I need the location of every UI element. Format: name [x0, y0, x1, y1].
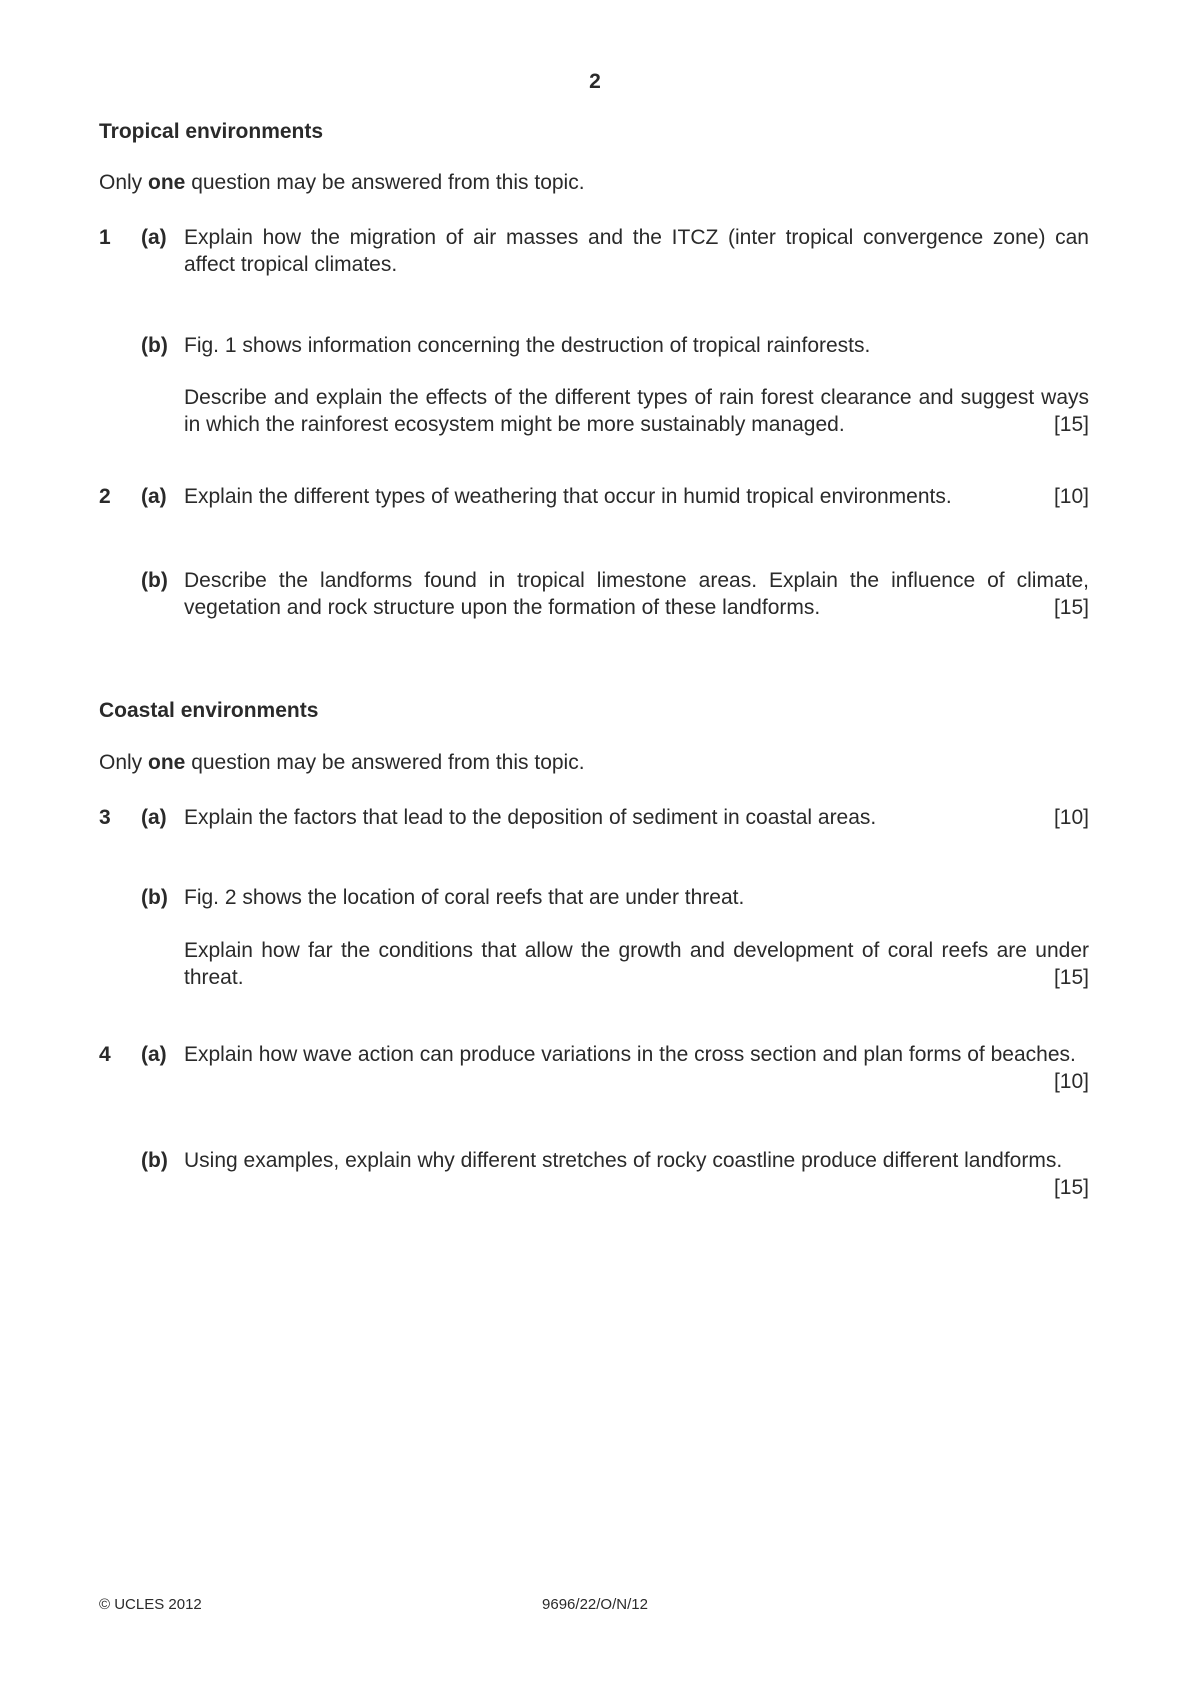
mark-allocation: [15] — [1053, 596, 1089, 619]
question-text: Explain how wave action can produce variations in the cross section and plan forms of beaches. — [184, 1043, 1076, 1066]
part-label: (b) — [141, 569, 168, 592]
footer-copyright: © UCLES 2012 — [99, 1596, 202, 1613]
part-label: (b) — [141, 334, 168, 357]
question-text: Explain the factors that lead to the deposition of sediment in coastal areas. [10] — [184, 806, 1089, 829]
question-text: Fig. 2 shows the location of coral reefs that are under threat. — [184, 886, 745, 909]
part-label: (a) — [141, 1043, 167, 1066]
question-number: 1 — [99, 226, 111, 249]
question-text: Explain the different types of weathering that occur in humid tropical environments. [10] — [184, 485, 1089, 508]
mark-allocation: [15] — [1053, 413, 1089, 436]
part-label: (a) — [141, 806, 167, 829]
question-number: 3 — [99, 806, 111, 829]
question-text: Fig. 1 shows information concerning the destruction of tropical rainforests. — [184, 334, 871, 357]
footer-paper-code: 9696/22/O/N/12 — [542, 1596, 648, 1613]
part-label: (a) — [141, 226, 167, 249]
question-text: Explain how far the conditions that allow the growth and development of coral reefs are under threat. [15] — [184, 939, 1089, 989]
section-title-tropical: Tropical environments — [99, 120, 324, 143]
question-number: 4 — [99, 1043, 111, 1066]
section-instruction-tropical: Only one question may be answered from this topic. — [99, 171, 585, 194]
question-number: 2 — [99, 485, 111, 508]
mark-allocation: [10] — [1053, 1070, 1089, 1093]
question-text: Using examples, explain why different stretches of rocky coastline produce different landforms. — [184, 1149, 1063, 1172]
section-instruction-coastal: Only one question may be answered from this topic. — [99, 751, 585, 774]
mark-allocation: [15] — [1053, 1176, 1089, 1199]
question-text: Describe and explain the effects of the different types of rain forest clearance and suggest ways in which the rainforest ecosystem might be more sustainably managed. [15] — [184, 386, 1089, 436]
mark-allocation: [10] — [1053, 485, 1089, 508]
part-label: (b) — [141, 1149, 168, 1172]
part-label: (a) — [141, 485, 167, 508]
question-text: Describe the landforms found in tropical limestone areas. Explain the influence of climate, vegetation and rock structure upon the formation of these landforms. [15] — [184, 569, 1089, 619]
section-title-coastal: Coastal environments — [99, 699, 319, 722]
mark-allocation: [15] — [1053, 966, 1089, 989]
mark-allocation: [10] — [1053, 806, 1089, 829]
part-label: (b) — [141, 886, 168, 909]
page-number: 2 — [589, 70, 601, 93]
question-text: Explain how the migration of air masses and the ITCZ (inter tropical convergence zone) can affect tropical climates. — [184, 226, 1089, 276]
